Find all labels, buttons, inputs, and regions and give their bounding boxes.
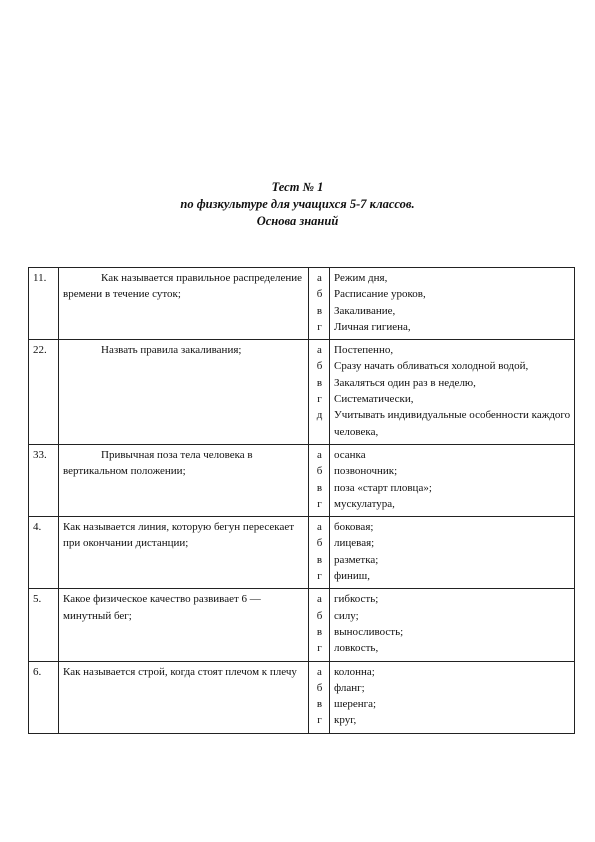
option-text: осанка	[334, 448, 366, 461]
question-row	[29, 268, 575, 340]
question-row	[29, 517, 575, 589]
question-text	[59, 268, 309, 340]
option-text: колонна;	[334, 665, 375, 678]
test-title: Тест № 1	[271, 180, 324, 194]
question-label: Назвать правила закаливания;	[101, 344, 242, 357]
option-letter: а	[317, 665, 322, 678]
option-text: выносливость;	[334, 625, 404, 638]
option-text: Режим дня,	[334, 272, 388, 284]
question-text	[59, 517, 309, 589]
question-label: Привычная поза тела человека в вертикальном положении;	[63, 448, 253, 478]
question-number: 33.	[29, 444, 59, 516]
option-letter: в	[316, 304, 323, 317]
option-text: лицевая;	[334, 537, 375, 550]
option-text: Расписание уроков,	[334, 288, 426, 301]
option-letters	[309, 444, 330, 516]
option-letters	[309, 268, 330, 340]
option-text: силу;	[334, 609, 359, 622]
option-text: Сразу начать обливаться холодной водой,	[334, 360, 529, 373]
question-text	[59, 340, 309, 445]
option-letter: б	[316, 288, 323, 301]
option-letter: б	[316, 465, 323, 478]
option-text: Учитывать индивидуальные особенности каждого человека,	[334, 409, 571, 438]
option-letter: б	[316, 537, 323, 550]
option-letter: в	[316, 481, 323, 494]
option-letter: г	[317, 570, 322, 583]
option-letter: в	[316, 698, 323, 711]
question-row	[29, 661, 575, 733]
option-letter: г	[317, 642, 322, 655]
question-number: 4.	[29, 517, 59, 589]
question-text	[59, 444, 309, 516]
option-answers	[330, 589, 575, 661]
option-text: финиш,	[334, 570, 371, 583]
question-label: Какое физическое качество развивает 6 — минутный бег;	[63, 593, 261, 622]
question-row	[29, 589, 575, 661]
option-text: боковая;	[334, 521, 374, 534]
quiz-table	[28, 267, 575, 734]
option-letter: г	[317, 497, 322, 510]
option-letter: а	[317, 272, 322, 284]
question-label: Как называется правильное распределение времени в течение суток;	[63, 272, 303, 301]
option-text: Постепенно,	[334, 344, 394, 357]
option-text: Закаливание,	[334, 304, 396, 317]
option-letter: г	[317, 714, 322, 727]
question-row	[29, 340, 575, 445]
option-text: круг,	[334, 714, 357, 727]
option-answers	[330, 268, 575, 340]
option-text: разметка;	[334, 553, 379, 566]
option-letter: а	[317, 344, 322, 357]
option-text: шеренга;	[334, 698, 377, 711]
option-text: фланг;	[334, 681, 365, 694]
test-subtitle: по физкультуре для учащихся 5-7 классов.	[180, 197, 415, 211]
option-letter: а	[317, 593, 322, 606]
option-answers	[330, 661, 575, 733]
option-text: ловкость,	[334, 642, 379, 655]
option-letters	[309, 517, 330, 589]
option-letter: б	[316, 609, 323, 622]
option-letter: а	[317, 448, 322, 461]
quiz-table-body	[29, 268, 575, 734]
question-number: 11.	[29, 268, 59, 340]
option-text: позвоночник;	[334, 465, 398, 478]
option-letter: б	[316, 681, 323, 694]
option-letter: а	[317, 521, 322, 534]
option-letter: б	[316, 360, 323, 373]
option-text: Закаляться один раз в неделю,	[334, 376, 476, 389]
option-letter: д	[316, 409, 323, 422]
question-label: Как называется строй, когда стоят плечом к плечу	[63, 665, 297, 678]
option-letter: в	[316, 376, 323, 389]
question-number: 22.	[29, 340, 59, 445]
option-answers	[330, 444, 575, 516]
option-text: гибкость;	[334, 593, 379, 606]
option-letter: в	[316, 553, 323, 566]
option-letter: г	[317, 393, 322, 406]
option-letter: в	[316, 625, 323, 638]
option-letters	[309, 589, 330, 661]
question-text	[59, 589, 309, 661]
option-letters	[309, 340, 330, 445]
option-answers	[330, 340, 575, 445]
question-row	[29, 444, 575, 516]
question-label: Как называется линия, которую бегун пересекает при окончании дистанции;	[63, 521, 295, 550]
test-topic: Основа знаний	[256, 214, 339, 228]
option-text: Личная гигиена,	[334, 320, 411, 333]
option-text: мускулатура,	[334, 497, 395, 510]
option-text: поза «старт пловца»;	[334, 481, 432, 494]
option-answers	[330, 517, 575, 589]
question-text	[59, 661, 309, 733]
document-header	[0, 179, 595, 230]
question-number: 6.	[29, 661, 59, 733]
option-letters	[309, 661, 330, 733]
question-number: 5.	[29, 589, 59, 661]
option-text: Систематически,	[334, 393, 414, 406]
option-letter: г	[317, 320, 322, 333]
